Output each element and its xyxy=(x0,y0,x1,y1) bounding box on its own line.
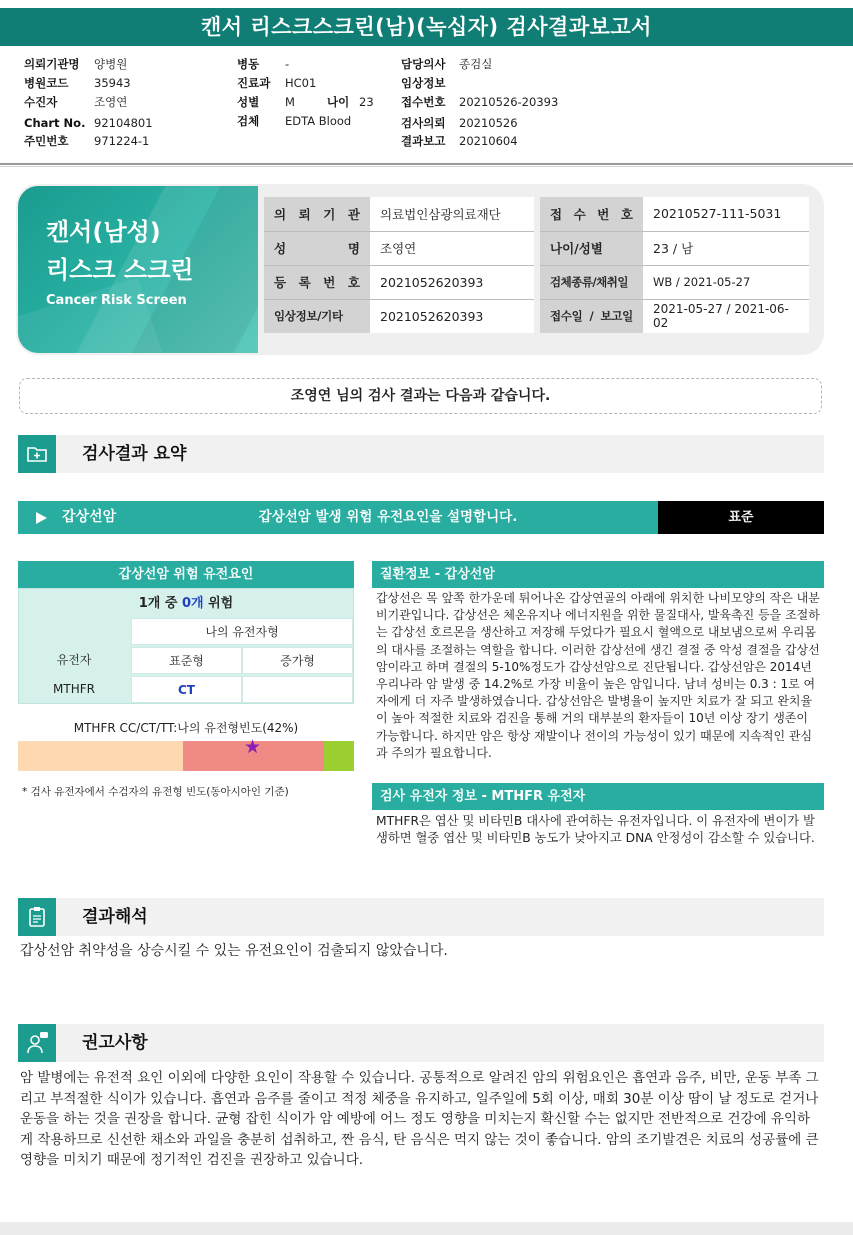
genotype-standard: CT xyxy=(131,676,242,703)
my-genotype-header: 나의 유전자형 xyxy=(131,618,353,645)
section-interpretation xyxy=(18,898,824,936)
info-patient: 수진자 조영연 xyxy=(24,95,128,109)
disease-info-body: 갑상선은 목 앞쪽 한가운데 튀어나온 갑상연골의 아래에 위치한 나비모양의 작은 내분비기관입니다. 갑상선은 체온유지나 에너지원을 위한 물질대사, 발육촉진 등을 조절하는 갑상선 호르몬을 생산하고 저장해 두었다가 필요시 혈액으로 내보냄으로써 우리몸의 대사를 조절하는 역할을 합니다. 이러한 갑상선에 생긴 결절 중 악성 결절을 갑상선암이라고 하며 결절의 5-10%정도가 갑상선암으로 진단됩니다. 갑상선암은 2014년 우리나라 암 발생 중 14.2%로 가장 비율이 높은 암입니다. 남녀 성비는 0.3 : 1로 여자에게 더 자주 발생하였습니다. 갑상선암은 발병율이 높지만 치료가 잘 되고 완치율이 높아 적절한 치료와 검진을 통해 거의 대부분의 환자들이 10년 이상 장기 생존이 가능합니다. 하지만 암은 항상 재발이나 전이의 가능성이 있기 때문에 지속적인 관심과 주의가 필요합니다. xyxy=(376,591,820,760)
info-chart-no: Chart No. 92104801 xyxy=(24,116,153,130)
banner-description: 갑상선암 발생 위험 유전요인을 설명합니다. xyxy=(258,509,518,525)
info-clinical: 임상정보 xyxy=(401,76,446,90)
recommendation-text: 암 발병에는 유전적 요인 이외에 다양한 요인이 작용할 수 있습니다. 공통적으로 알려진 암의 위험요인은 흡연과 음주, 비만, 운동 부족 그리고 부적절한 식이가 있습니다. 흡연과 음주를 줄이고 적정 체중을 유지하고, 일주일에 5회 이상, 매회 30분 이상 땀이 날 정도로 걷거나 운동을 하는 것을 권장을 합니다. 균형 잡힌 식이가 암 예방에 어느 정도 영향을 미치는지 확신할 수는 없지만 전반적으로 건강에 유익하게 작용하므로 신선한 채소와 과일을 충분히 섭취하고, 짠 음식, 탄 음식은 먹지 않는 것이 좋습니다. 암의 조기발견은 치료의 성공률에 큰 영향을 미치기 때문에 정기적인 검진을 권장하고 있습니다. xyxy=(20,1070,819,1169)
cell-label: 접수일 / 보고일 xyxy=(537,299,643,333)
brand-title: 캔서(남성) xyxy=(46,218,161,246)
status-badge: 표준 xyxy=(658,501,824,534)
cell-value: 조영연 xyxy=(370,231,537,265)
table-row xyxy=(264,299,809,333)
cancer-name: 갑상선암 xyxy=(62,509,117,525)
gene-info-title: 검사 유전자 정보 - MTHFR 유전자 xyxy=(372,783,824,810)
doctor-chat-icon xyxy=(18,1024,56,1062)
cell-value: WB / 2021-05-27 xyxy=(643,265,809,299)
brand-subtitle: Cancer Risk Screen xyxy=(46,293,187,308)
info-receipt-no: 접수번호 20210526-20393 xyxy=(401,95,559,109)
info-hospital-name: 의뢰기관명 양병원 xyxy=(24,57,128,71)
footnote: * 검사 유전자에서 수검자의 유전형 빈도(동아시아인 기준) xyxy=(22,786,289,798)
divider xyxy=(0,166,853,167)
report-title: 캔서 리스크스크린(남)(녹십자) 검사결과보고서 xyxy=(0,8,853,46)
info-doctor: 담당의사 종검실 xyxy=(401,57,493,71)
cell-label: 등 록 번 호 xyxy=(264,265,370,299)
info-resident-no: 주민번호 971224-1 xyxy=(24,134,150,148)
info-report-date: 결과보고 20210604 xyxy=(401,134,518,148)
segment-cc xyxy=(18,741,183,771)
star-icon: ★ xyxy=(244,736,262,758)
divider xyxy=(0,163,853,165)
cell-label: 검체종류/채취일 xyxy=(537,265,643,299)
cell-value: 2021052620393 xyxy=(370,299,537,333)
info-department: 진료과 HC01 xyxy=(237,76,317,90)
cell-value: 23 / 남 xyxy=(643,231,809,265)
result-notice: 조영연 님의 검사 결과는 다음과 같습니다. xyxy=(19,378,822,414)
cell-label: 의 뢰 기 관 xyxy=(264,197,370,231)
cell-label: 성 명 xyxy=(264,231,370,265)
gene-info-body: MTHFR은 엽산 및 비타민B 대사에 관여하는 유전자입니다. 이 유전자에 변이가 발생하면 혈중 엽산 및 비타민B 농도가 낮아지고 DNA 안정성이 감소할 수 있습니다. xyxy=(376,814,815,846)
cell-value: 의료법인삼광의료재단 xyxy=(370,197,537,231)
info-hospital-code: 병원코드 35943 xyxy=(24,76,131,90)
table-row xyxy=(264,197,809,231)
section-title: 검사결과 요약 xyxy=(82,444,187,464)
standard-header: 표준형 xyxy=(131,647,242,674)
increased-header: 증가형 xyxy=(242,647,353,674)
clipboard-icon xyxy=(18,898,56,936)
gene-banner xyxy=(18,501,658,534)
cell-value: 2021052620393 xyxy=(370,265,537,299)
gene-header: 유전자 xyxy=(56,653,92,667)
section-recommendation xyxy=(18,1024,824,1062)
receipt-info-table xyxy=(264,197,809,333)
cell-label: 나이/성별 xyxy=(537,231,643,265)
risk-count: 1개 중 0개 위험 xyxy=(138,596,234,611)
info-request-date: 검사의뢰 20210526 xyxy=(401,116,518,130)
gene-name: MTHFR xyxy=(53,682,95,696)
info-sex: 성별 M 나이 23 xyxy=(237,95,374,109)
cell-value: 20210527-111-5031 xyxy=(643,197,809,231)
cell-value: 2021-05-27 / 2021-06-02 xyxy=(643,299,809,333)
segment-tt xyxy=(324,741,354,771)
interpretation-text: 갑상선암 취약성을 상승시킬 수 있는 유전요인이 검출되지 않았습니다. xyxy=(20,943,448,959)
disease-info-title: 질환정보 - 갑상선암 xyxy=(372,561,824,588)
risk-table-title: 갑상선암 위험 유전요인 xyxy=(18,561,354,588)
frequency-label: MTHFR CC/CT/TT:나의 유전형빈도(42%) xyxy=(73,721,299,735)
footer-band xyxy=(0,1222,853,1235)
table-row xyxy=(264,231,809,265)
cell-label: 접 수 번 호 xyxy=(537,197,643,231)
section-summary xyxy=(18,435,824,473)
section-title: 결과해석 xyxy=(82,907,148,927)
frequency-bar xyxy=(18,736,354,771)
table-row xyxy=(264,265,809,299)
info-ward: 병동 - xyxy=(237,57,290,71)
folder-plus-icon xyxy=(18,435,56,473)
cell-label: 임상정보/기타 xyxy=(264,299,370,333)
info-specimen: 검체 EDTA Blood xyxy=(237,114,352,128)
brand-title: 리스크 스크린 xyxy=(46,256,194,284)
section-title: 권고사항 xyxy=(82,1033,148,1053)
genotype-increased xyxy=(242,676,353,703)
